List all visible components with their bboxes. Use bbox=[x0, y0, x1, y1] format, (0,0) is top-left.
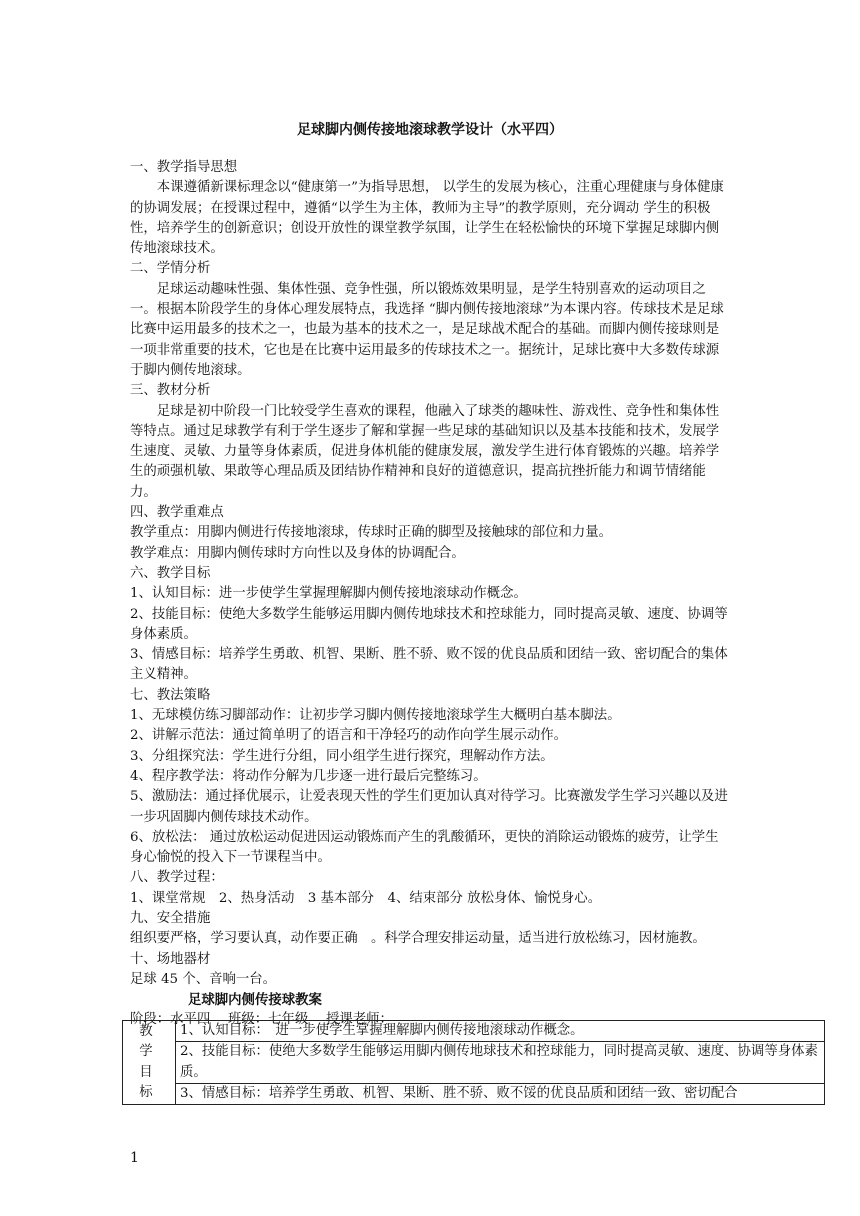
paragraph: 组织要严格，学习要认真，动作要正确 。科学合理安排运动量，适当进行放松练习，因材施教。 bbox=[130, 931, 706, 947]
section-heading: 三、教材分析 bbox=[130, 383, 211, 399]
paragraph: 1、课堂常规 2、热身活动 3 基本部分 4、结束部分 放松身体、愉悦身心。 bbox=[130, 890, 602, 906]
table-cell: 1、认知目标： 进一步使学生掌握理解脚内侧传接地滚球动作概念。 bbox=[176, 1021, 825, 1042]
section-heading: 七、教法策略 bbox=[130, 687, 211, 703]
paragraph: 6、放松法： 通过放松运动促进因运动锻炼而产生的乳酸循环，更快的消除运动锻炼的疲劳，让学生身心愉悦的投入下一节课程当中。 bbox=[130, 829, 719, 866]
section-heading: 四、教学重难点 bbox=[130, 505, 224, 521]
paragraph: 教学难点：用脚内侧传球时方向性以及身体的协调配合。 bbox=[130, 545, 465, 561]
paragraph: 3、情感目标：培养学生勇敢、机智、果断、胜不骄、败不馁的优良品质和团结一致、密切配合的集体主义精神。 bbox=[130, 647, 728, 683]
objectives-table-wrap bbox=[122, 1020, 825, 1105]
paragraph: 2、技能目标：使绝大多数学生能够运用脚内侧传地球技术和控球能力，同时提高灵敏、速度、协调等身体素质。 bbox=[130, 606, 728, 642]
section-heading: 一、教学指导思想 bbox=[130, 160, 238, 175]
paragraph: 本课遵循新课标理念以“健康第一”为指导思想， 以学生的发展为核心，注重心理健康与身体健康的协调发展；在授课过程中，遵循“以学生为主体，教师为主导”的教学原则，充分调动 学生的积极性，培养学生的创新意识；创设开放性的课堂教学氛围，让学生在轻松愉快的环境下掌握足球脚内侧传地滚球技术。 bbox=[130, 180, 724, 257]
objectives-table bbox=[122, 1020, 825, 1105]
document-title: 足球脚内侧传接地滚球教学设计（水平四） bbox=[297, 122, 563, 138]
paragraph: 阶段：水平四 班级：七年级 授课老师： bbox=[130, 1012, 393, 1028]
table-cell: 3、情感目标：培养学生勇敢、机智、果断、胜不骄、败不馁的优良品质和团结一致、密切配合 bbox=[176, 1083, 825, 1104]
table-label-top: 教学 bbox=[139, 1024, 165, 1060]
section-heading: 九、安全措施 bbox=[130, 910, 211, 926]
document-body bbox=[130, 158, 730, 1031]
paragraph: 教学重点：用脚内侧进行传接地滚球，传球时正确的脚型及接触球的部位和力量。 bbox=[130, 525, 613, 541]
paragraph: 2、讲解示范法：通过简单明了的语言和干净轻巧的动作向学生展示动作。 bbox=[130, 728, 568, 744]
table-label-cell bbox=[123, 1021, 176, 1105]
table-label-bottom: 目标 bbox=[139, 1064, 165, 1100]
paragraph: 足球运动趣味性强、集体性强、竞争性强，所以锻炼效果明显，是学生特别喜欢的运动项目之一。根据本阶段学生的身体心理发展特点，我选择 “脚内侧传接地滚球”为本课内容。传球技术是足球比赛中运用最多的技术之一，也最为基本的技术之一，是足球战术配合的基础。而脚内侧传接球则是一项非常重要的技术，它也是在比赛中运用最多的传球技术之一。据统计，足球比赛中大多数传球源于脚内侧传地滚球。 bbox=[130, 281, 724, 378]
paragraph: 1、无球模仿练习脚部动作：让初步学习脚内侧传接地滚球学生大概明白基本脚法。 bbox=[130, 708, 621, 724]
section-heading: 二、学情分析 bbox=[130, 261, 211, 277]
page-number: 1 bbox=[130, 1150, 139, 1166]
table-cell: 2、技能目标：使绝大多数学生能够运用脚内侧传地球技术和控球能力，同时提高灵敏、速度、协调等身体素质。 bbox=[176, 1042, 825, 1084]
paragraph: 1、认知目标：进一步使学生掌握理解脚内侧传接地滚球动作概念。 bbox=[130, 586, 527, 602]
section-heading: 六、教学目标 bbox=[130, 565, 211, 581]
paragraph: 足球是初中阶段一门比较受学生喜欢的课程，他融入了球类的趣味性、游戏性、竞争性和集体性等特点。通过足球教学有利于学生逐步了解和掌握一些足球的基础知识以及基本技能和技术，发展学生速度、灵敏、力量等身体素质，促进身体机能的健康发展，激发学生进行体育锻炼的兴趣。培养学生的顽强机敏、果敢等心理品质及团结协作精神和良好的道德意识，提高抗挫折能力和调节情绪能力。 bbox=[130, 403, 720, 500]
lesson-plan-title: 足球脚内侧传接球教案 bbox=[188, 992, 322, 1009]
paragraph: 3、分组探究法：学生进行分组，同小组学生进行探究，理解动作方法。 bbox=[130, 748, 554, 764]
table-row bbox=[123, 1021, 825, 1042]
table-row bbox=[123, 1042, 825, 1084]
paragraph: 5、激励法：通过择优展示，让爱表现天性的学生们更加认真对待学习。比赛激发学生学习兴趣以及进一步巩固脚内侧传球技术动作。 bbox=[130, 789, 728, 825]
table-row bbox=[123, 1083, 825, 1104]
section-heading: 八、教学过程： bbox=[130, 870, 224, 886]
section-heading: 十、场地器材 bbox=[130, 951, 211, 967]
paragraph: 足球 45 个、音响一台。 bbox=[130, 971, 277, 987]
paragraph: 4、程序教学法：将动作分解为几步逐一进行最后完整练习。 bbox=[130, 768, 487, 784]
